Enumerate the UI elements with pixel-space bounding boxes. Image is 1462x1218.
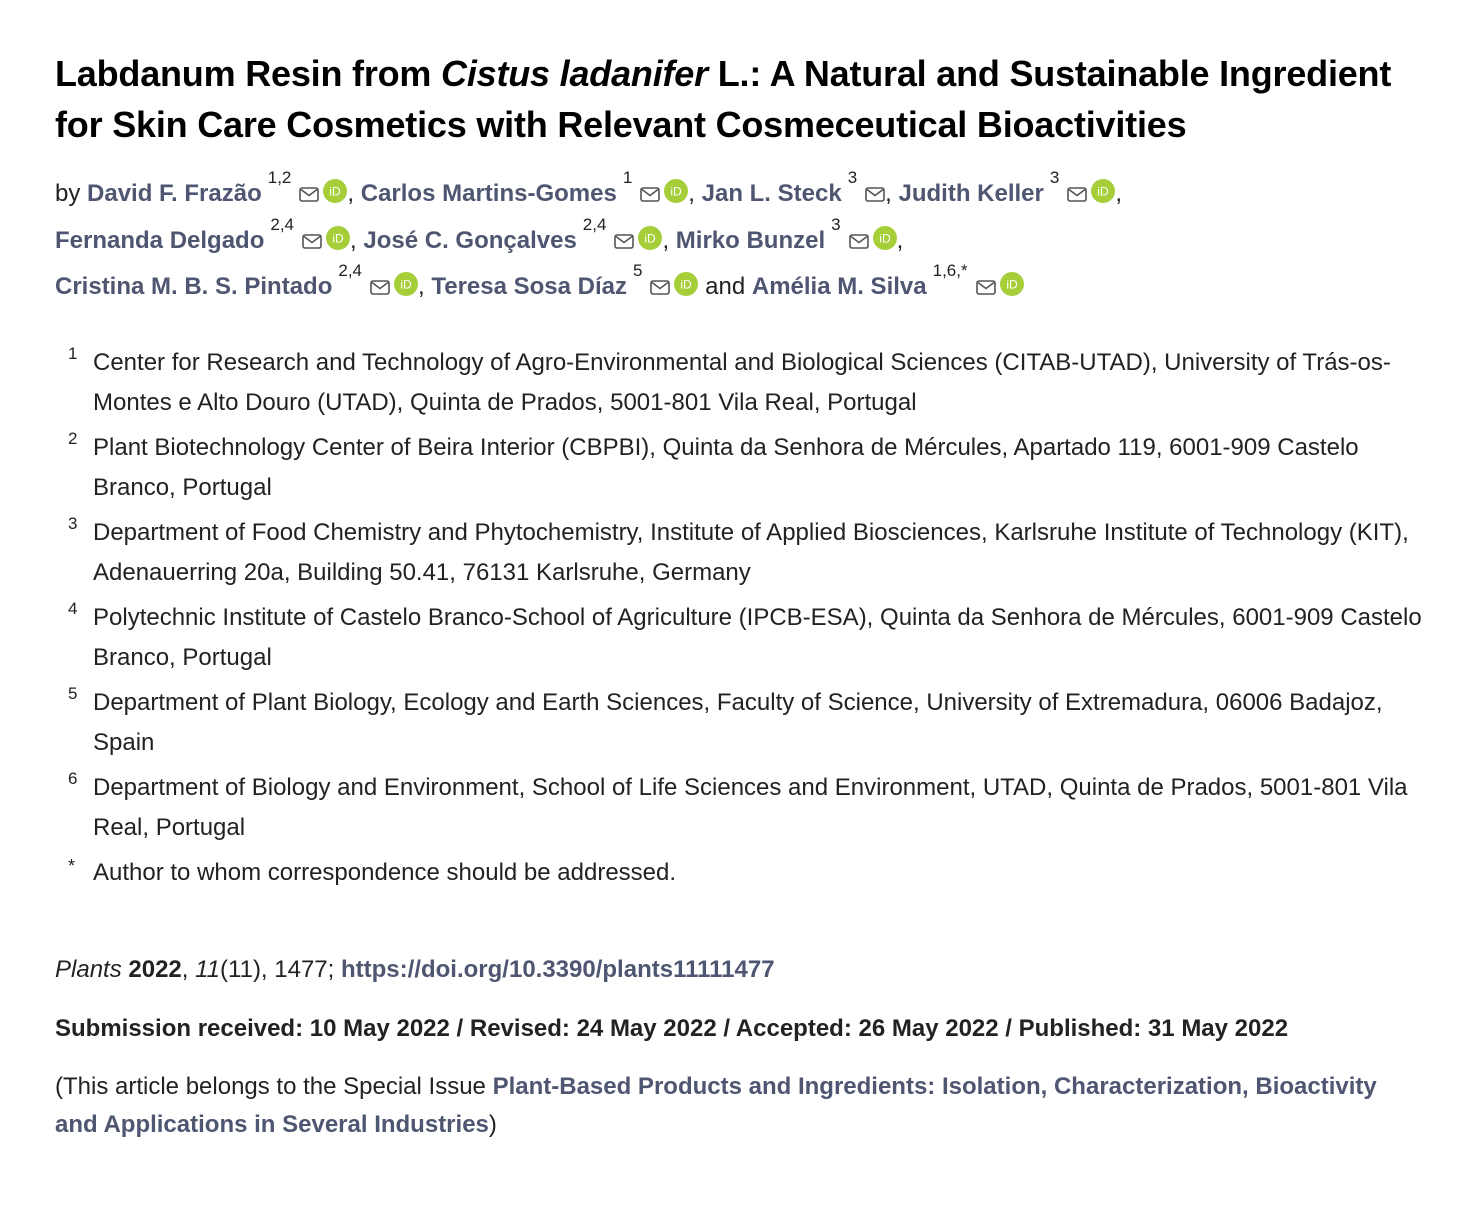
svg-text:iD: iD [1005,277,1018,292]
author-affiliation-sup: 3 [1049,168,1060,187]
author-affiliation-sup: 2,4 [338,261,362,280]
affiliation-number: 5 [68,683,78,703]
comma-separator: , [688,180,695,207]
correspondence-text: Author to whom correspondence should be addressed. [93,858,677,886]
author-link[interactable]: José C. Gonçalves [363,226,577,254]
author-affiliation-sup: 3 [831,214,841,234]
orcid-icon[interactable] [1091,179,1115,203]
affiliation-text: Department of Biology and Environment, School of Life Sciences and Environment, UTAD, Quinta de Prados, 5001-801 Vila Real, Portugal [93,773,1408,841]
author-link[interactable]: Fernanda Delgado [55,226,265,254]
title-species-italic: Cistus ladanifer [441,53,708,94]
affiliation-item [55,513,1425,593]
affiliation-text: Department of Plant Biology, Ecology and Earth Sciences, Faculty of Science, University of Extremadura, 06006 Badajoz, Spain [93,688,1383,756]
orcid-icon[interactable] [638,226,662,250]
author-link[interactable]: Carlos Martins-Gomes [360,180,617,207]
envelope-icon[interactable] [370,280,390,295]
title-text-start: Labdanum Resin from [55,53,442,94]
author-affiliation-sup: 1 [622,168,633,187]
by-label: by [55,180,81,207]
author-affiliation-sup: 1,6,* [932,261,968,280]
affiliation-text: Center for Research and Technology of Agro-Environmental and Biological Sciences (CITAB-UTAD), University of Trás-os-Montes e Alto Douro (UTAD), Quinta de Prados, 5001-801 Vila Real, Portugal [93,348,1391,416]
comma-separator: , [662,226,670,254]
doi-link[interactable]: https://doi.org/10.3390/plants11111477 [341,955,775,983]
envelope-icon[interactable] [614,234,634,249]
author-link[interactable]: Teresa Sosa Díaz [431,273,627,300]
orcid-icon[interactable] [326,226,350,250]
author-link[interactable]: Jan L. Steck [701,180,842,207]
citation-line [55,950,1425,990]
special-issue-note [55,1068,1425,1145]
title-text-end: L.: A Natural and Sustainable Ingredient for Skin Care Cosmetics with Relevant Cosmeceutical Bioactivities [55,53,1392,145]
svg-text:iD: iD [329,184,342,199]
envelope-icon[interactable] [849,234,869,249]
affiliation-text: Department of Food Chemistry and Phytochemistry, Institute of Applied Biosciences, Karlsruhe Institute of Technology (KIT), Adenauerring 20a, Building 50.41, 76131 Karlsruhe, Germany [93,518,1409,586]
affiliation-item [55,343,1425,423]
orcid-icon[interactable] [674,272,698,296]
affiliation-number: 3 [68,513,78,533]
citation-year: 2022 [128,955,182,983]
envelope-icon[interactable] [640,187,660,202]
citation-volume: 11 [195,955,221,983]
comma-separator: , [885,180,892,207]
comma-separator: , [347,180,355,207]
envelope-icon[interactable] [650,280,670,295]
author-link[interactable]: Judith Keller [898,180,1044,207]
svg-text:iD: iD [680,277,693,292]
citation-separator: , [181,955,196,983]
author-link[interactable]: Cristina M. B. S. Pintado [55,273,333,300]
author-link[interactable]: David F. Frazão [87,180,262,207]
author-link[interactable]: Mirko Bunzel [675,226,826,254]
comma-separator: , [1115,180,1122,207]
submission-dates: Submission received: 10 May 2022 / Revised: 24 May 2022 / Accepted: 26 May 2022 / Published: 31 May 2022 [55,1014,1289,1042]
affiliation-item [55,428,1425,508]
author-link[interactable]: Amélia M. Silva [751,273,927,300]
special-issue-link[interactable]: Plant-Based Products and Ingredients: Isolation, Characterization, Bioactivity and Applications in Several Industries [55,1072,1377,1138]
orcid-icon[interactable] [323,179,347,203]
affiliation-item [55,683,1425,763]
envelope-icon[interactable] [976,280,996,295]
orcid-icon[interactable] [873,226,897,250]
affiliation-list [55,343,1425,893]
affiliation-text: Polytechnic Institute of Castelo Branco-School of Agriculture (IPCB-ESA), Quinta da Senhora de Mércules, 6001-909 Castelo Branco, Portugal [93,603,1422,671]
orcid-icon[interactable] [394,272,418,296]
envelope-icon[interactable] [865,187,885,202]
svg-text:iD: iD [400,277,412,292]
affiliation-item [55,768,1425,848]
author-affiliation-sup: 5 [633,261,643,280]
author-affiliation-sup: 2,4 [582,214,607,234]
author-affiliation-sup: 1,2 [267,168,292,187]
special-issue-suffix: ) [488,1111,497,1138]
author-affiliation-sup: 2,4 [270,214,295,234]
article-header [55,48,1425,1145]
correspondence-mark: * [68,855,76,876]
svg-text:iD: iD [878,231,891,245]
affiliation-number: 1 [68,343,78,363]
affiliation-number: 2 [68,428,78,448]
comma-separator: , [418,273,425,300]
svg-text:iD: iD [1097,184,1109,199]
comma-separator: , [896,226,904,254]
author-list [55,167,1425,307]
comma-separator: , [350,226,357,254]
journal-name: Plants [55,955,122,983]
author-affiliation-sup: 3 [847,168,858,187]
envelope-icon[interactable] [302,234,322,249]
envelope-icon[interactable] [299,187,319,202]
affiliation-number: 4 [68,598,78,618]
svg-text:iD: iD [644,231,657,245]
article-title [55,48,1425,150]
special-issue-prefix: (This article belongs to the Special Issue [55,1072,493,1100]
orcid-icon[interactable] [664,179,688,203]
affiliation-text: Plant Biotechnology Center of Beira Interior (CBPBI), Quinta da Senhora de Mércules, Apartado 119, 6001-909 Castelo Branco, Portugal [93,433,1359,501]
orcid-icon[interactable] [1000,272,1024,296]
and-label: and [705,273,746,300]
svg-text:iD: iD [332,231,344,245]
affiliation-item [55,598,1425,678]
affiliation-number: 6 [68,768,78,788]
envelope-icon[interactable] [1067,187,1087,202]
citation-issue-pages: (11), 1477; [220,955,341,983]
svg-text:iD: iD [670,184,682,199]
correspondence-note [55,853,1425,893]
